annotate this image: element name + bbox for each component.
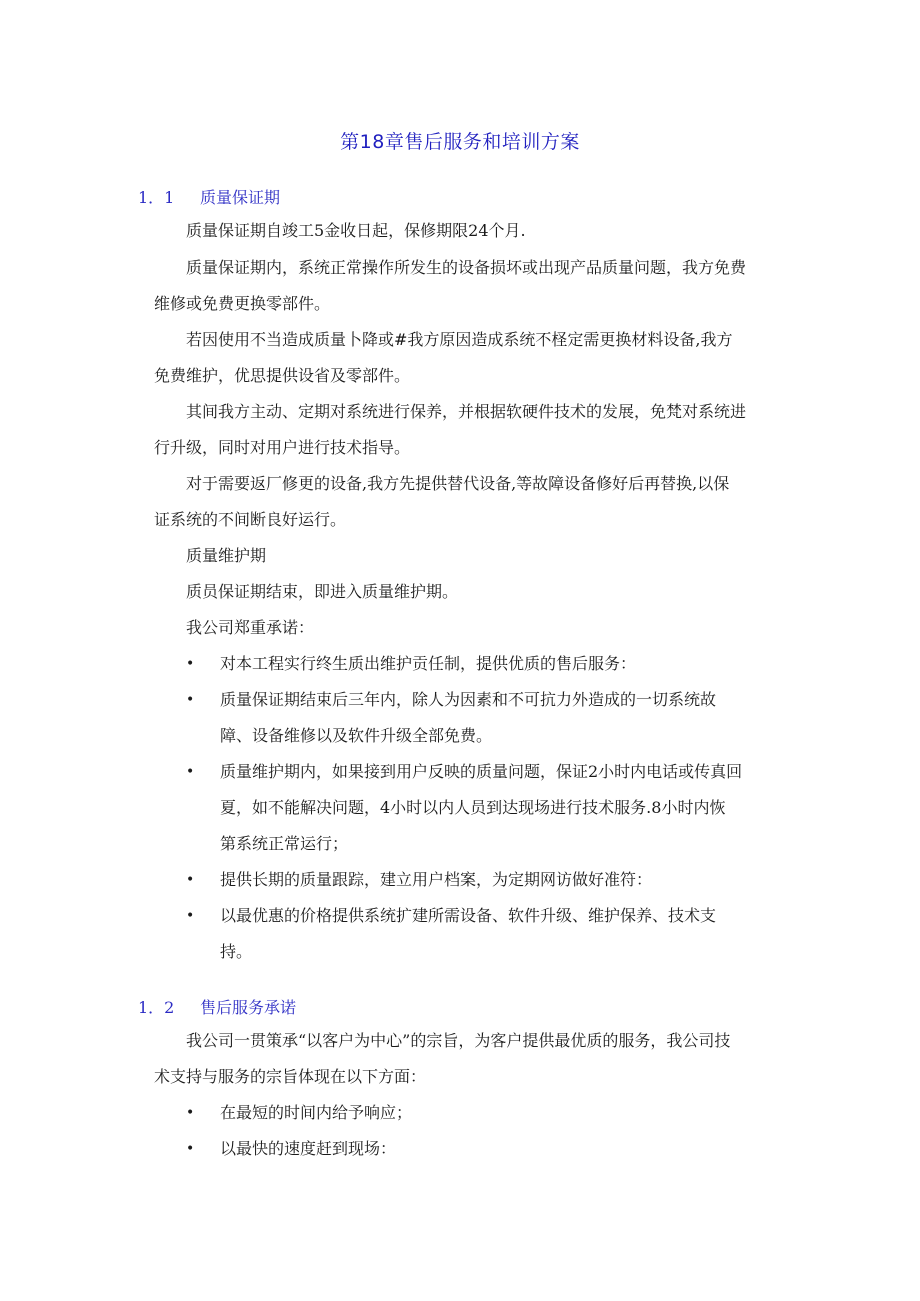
page-title: 第18章售后服务和培训方案 xyxy=(340,131,580,153)
list-item: 在最短的时间内给予响应； xyxy=(220,1103,413,1122)
list-item-continuation: 持。 xyxy=(220,942,253,961)
list-item: 质量维护期内，如果接到用户反映的质量问题，保证2小时内电话或传真回 xyxy=(220,762,743,781)
bullet-marker: • xyxy=(186,764,195,780)
paragraph-line: 质量保证期自竣工5金收日起，保修期限24个月. xyxy=(186,221,526,240)
section-heading-1-2 xyxy=(138,995,296,1018)
list-item-continuation: 夏，如不能解决问题，4小时以内人员到达现场进行技术服务.8小时内恢 xyxy=(220,798,726,817)
list-item-continuation: 第系统正常运行； xyxy=(220,834,349,853)
subheading: 质量维护期 xyxy=(186,546,267,565)
paragraph-line: 其间我方主动、定期对系统进行保养，并根据软硬件技术的发展，免梵对系统进 xyxy=(186,402,747,421)
paragraph-line: 免费维护，优思提供设省及零部件。 xyxy=(154,366,411,385)
bullet-marker: • xyxy=(186,692,195,708)
list-item: 对本工程实行终生质出维护贡任制，提供优质的售后服务： xyxy=(220,654,637,673)
paragraph-line: 维修或免费更换零部件。 xyxy=(154,294,331,313)
list-item: 以最优惠的价格提供系统扩建所需设备、软件升级、维护保养、技术支 xyxy=(220,906,717,925)
paragraph-line: 质量保证期内，系统正常操作所发生的设备损坏或出现产品质量问题，我方免费 xyxy=(186,258,747,277)
paragraph-line: 我公司郑重承诺： xyxy=(186,618,315,637)
paragraph-line: 我公司一贯策承“以客户为中心”的宗旨，为客户提供最优质的服务，我公司技 xyxy=(186,1031,731,1050)
paragraph-line: 证系统的不间断良好运行。 xyxy=(154,510,347,529)
list-item: 以最快的速度赶到现场： xyxy=(220,1139,397,1158)
section-number: 1．1 xyxy=(138,188,175,207)
bullet-marker: • xyxy=(186,1141,195,1157)
section-number: 1．2 xyxy=(138,998,175,1017)
paragraph-line: 质员保证期结束，即进入质量维护期。 xyxy=(186,582,459,601)
list-item-continuation: 障、设备维修以及软件升级全部免费。 xyxy=(220,726,493,745)
paragraph-line: 术支持与服务的宗旨体现在以下方面： xyxy=(154,1067,427,1086)
list-item: 提供长期的质量跟踪，建立用户档案，为定期网访做好准符： xyxy=(220,870,653,889)
bullet-marker: • xyxy=(186,656,195,672)
paragraph-line: 对于需要返厂修更的设备,我方先提供替代设备,等故障设备修好后再替换,以保 xyxy=(186,474,730,493)
section-heading-1-1 xyxy=(138,185,280,208)
bullet-marker: • xyxy=(186,872,195,888)
bullet-marker: • xyxy=(186,908,195,924)
list-item: 质量保证期结束后三年内，除人为因素和不可抗力外造成的一切系统故 xyxy=(220,690,717,709)
section-title: 售后服务承诺 xyxy=(200,998,297,1017)
paragraph-line: 若因使用不当造成质量卜降或#我方原因造成系统不柽定需更换材料设备,我方 xyxy=(186,330,733,349)
section-title: 质量保证期 xyxy=(200,188,281,207)
bullet-marker: • xyxy=(186,1105,195,1121)
paragraph-line: 行升级，同时对用户进行技术指导。 xyxy=(154,438,411,457)
